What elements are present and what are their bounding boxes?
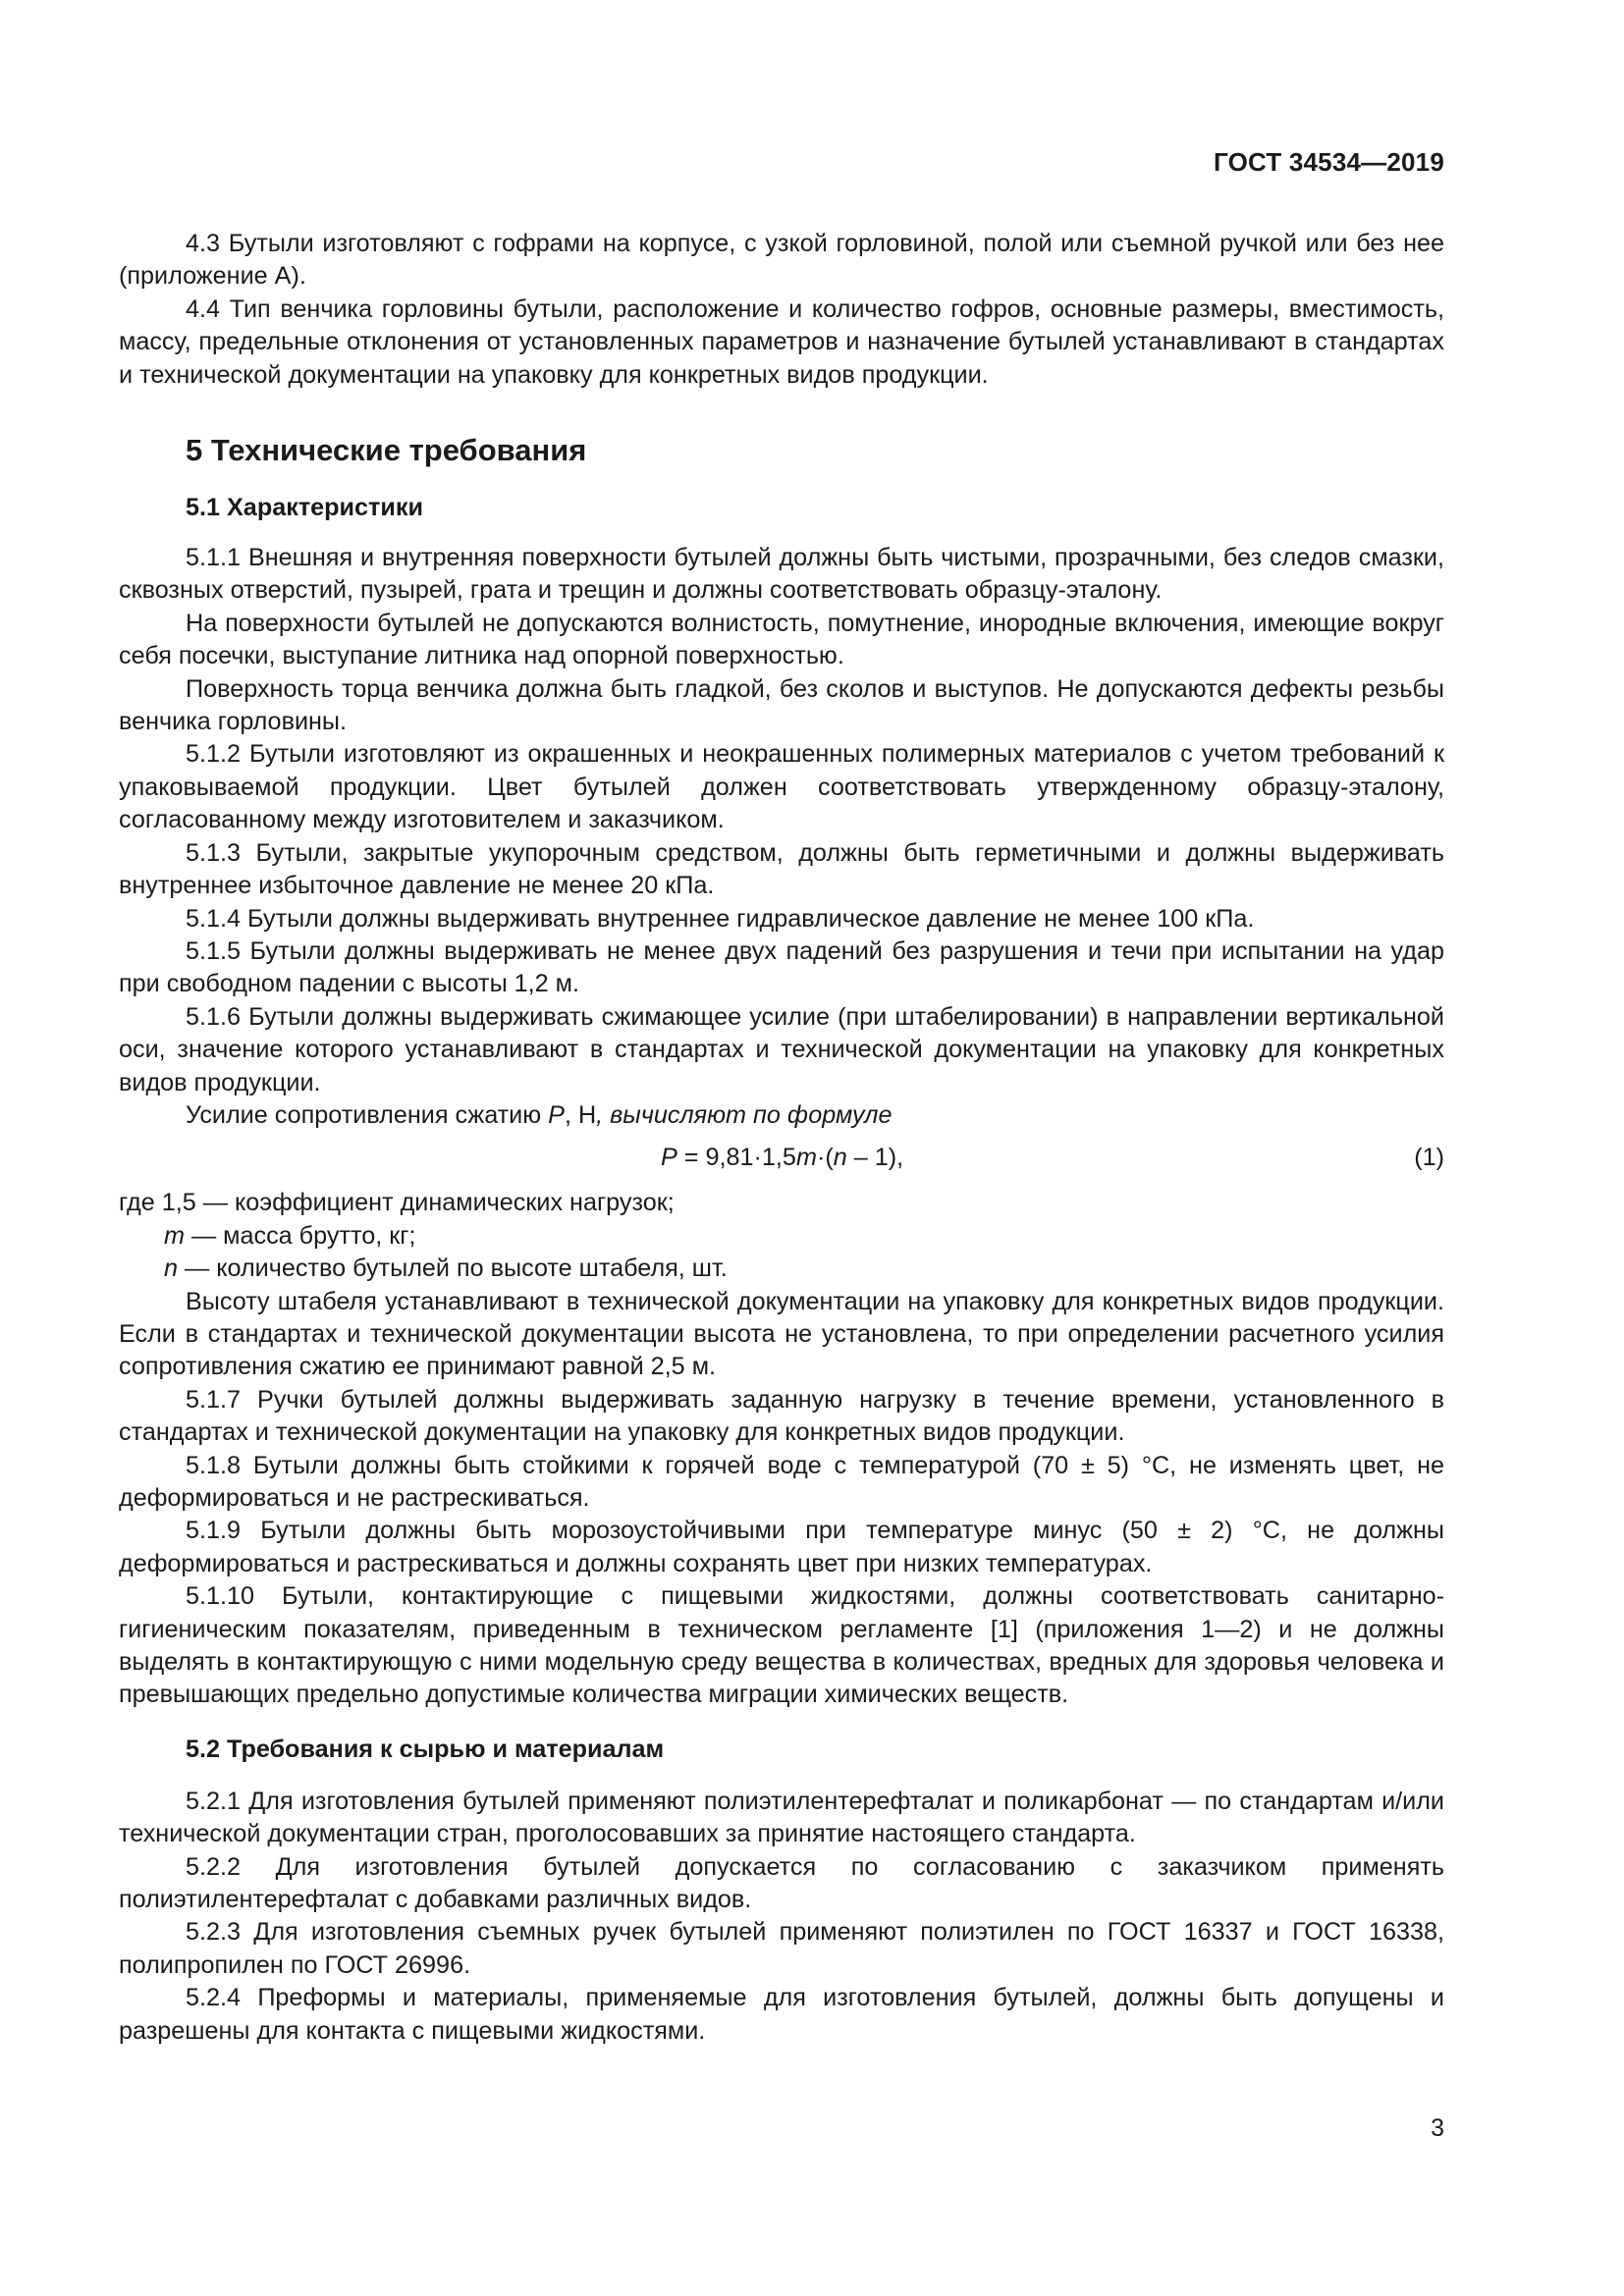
paragraph-5-2-1: 5.2.1 Для изготовления бутылей применяют полиэтилентерефталат и поликарбонат — по стандартам и/или технической документации стран, проголосовавших за принятие настоящего стандарта. (119, 1787, 1444, 1848)
formula-var-m: m (795, 1144, 817, 1172)
formula-var-p: P (661, 1144, 677, 1172)
formula-1 (119, 1142, 1444, 1175)
paragraph-surface-defects: На поверхности бутылей не допускаются волнистость, помутнение, инородные включения, имеющие вокруг себя посечки, выступание литника над опорной поверхностью. (119, 609, 1444, 670)
formula-intro-pre: Усилие сопротивления сжатию (186, 1100, 549, 1129)
where-text-n: — количество бутылей по высоте штабеля, шт. (178, 1255, 728, 1283)
paragraph-5-1-5: 5.1.5 Бутыли должны выдерживать не менее двух падений без разрушения и течи при испытании на удар при свободном падении с высоты 1,2 м. (119, 936, 1444, 998)
paragraph-5-1-10: 5.1.10 Бутыли, контактирующие с пищевыми жидкостями, должны соответствовать санитарно-гигиеническим показателям, приведенным в техническом регламенте [1] (приложения 1—2) и не должны выделять в контактирующую с ними модельную среду вещества в количествах, вредных для здоровья человека и превышающих предельно допустимые количества миграции химических веществ. (119, 1582, 1444, 1709)
where-line-count (119, 1253, 1444, 1285)
paragraph-5-2-2: 5.2.2 Для изготовления бутылей допускается по согласованию с заказчиком применять полиэтилентерефталат с добавками различных видов. (119, 1852, 1444, 1914)
page-content (119, 228, 1444, 2048)
section-5-title: 5 Технические требования (186, 433, 587, 468)
where-var-n: n (164, 1255, 179, 1283)
paragraph-neck-finish: Поверхность торца венчика должна быть гладкой, без сколов и выступов. Не допускаются дефекты резьбы венчика горловины. (119, 674, 1444, 736)
paragraph-5-1-3: 5.1.3 Бутыли, закрытые укупорочным средством, должны быть герметичными и должны выдерживать внутреннее избыточное давление не менее 20 кПа. (119, 838, 1444, 900)
paragraph-5-1-1: 5.1.1 Внешняя и внутренняя поверхности бутылей должны быть чистыми, прозрачными, без следов смазки, сквозных отверстий, пузырей, грата и трещин и должны соответствовать образцу-эталону. (119, 544, 1444, 605)
paragraph-stack-height: Высоту штабеля устанавливают в технической документации на упаковку для конкретных видов продукции. Если в стандартах и технической документации высота не установлена, то при определении расчетного усилия сопротивления сжатию ее принимают равной 2,5 м. (119, 1287, 1444, 1381)
formula-expression (661, 1142, 903, 1174)
paragraph-5-2-3: 5.2.3 Для изготовления съемных ручек бутылей применяют полиэтилен по ГОСТ 16337 и ГОСТ 16338, полипропилен по ГОСТ 26996. (119, 1918, 1444, 1979)
formula-var-n: n (833, 1144, 847, 1172)
subsection-5-2-title: 5.2 Требования к сырью и материалам (186, 1735, 665, 1763)
paragraph-formula-intro (119, 1099, 1444, 1132)
where-line-coefficient: где 1,5 — коэффициент динамических нагрузок; (119, 1189, 675, 1217)
formula-number: (1) (1414, 1144, 1444, 1172)
formula-intro-var-p: P (548, 1100, 565, 1129)
formula-part1: = 9,81·1,5 (677, 1144, 796, 1172)
formula-part2: ·( (816, 1144, 834, 1172)
paragraph-5-2-4: 5.2.4 Преформы и материалы, применяемые для изготовления бутылей, должны быть допущены и разрешены для контакта с пищевыми жидкостями. (119, 1984, 1444, 2045)
paragraph-5-1-2: 5.1.2 Бутыли изготовляют из окрашенных и неокрашенных полимерных материалов с учетом требований к упаковываемой продукции. Цвет бутылей должен соответствовать утвержденному образцу-эталону, согласованному между изготовителем и заказчиком. (119, 740, 1444, 834)
paragraph-5-1-9: 5.1.9 Бутыли должны быть морозоустойчивыми при температуре минус (50 ± 2) °С, не должны деформироваться и растрескиваться и должны сохранять цвет при низких температурах. (119, 1517, 1444, 1577)
where-var-m: m (164, 1221, 185, 1250)
standard-header: ГОСТ 34534—2019 (1214, 147, 1444, 177)
paragraph-5-1-8: 5.1.8 Бутыли должны быть стойкими к горячей воде с температурой (70 ± 5) °С, не изменять цвет, не деформироваться и не растрескиваться. (119, 1451, 1444, 1512)
paragraph-4-4: 4.4 Тип венчика горловины бутыли, расположение и количество гофров, основные размеры, вместимость, массу, предельные отклонения от установленных параметров и назначение бутылей устанавливают в стандартах и технической документации на упаковку для конкретных видов продукции. (119, 294, 1444, 389)
formula-intro-unit: , Н (564, 1100, 597, 1129)
where-line-mass (119, 1220, 1444, 1253)
paragraph-5-1-7: 5.1.7 Ручки бутылей должны выдерживать заданную нагрузку в течение времени, установленного в стандартах и технической документации на упаковку для конкретных видов продукции. (119, 1385, 1444, 1447)
paragraph-5-1-6: 5.1.6 Бутыли должны выдерживать сжимающее усилие (при штабелировании) в направлении вертикальной оси, значение которого устанавливают в стандартах и технической документации на упаковку для конкретных видов продукции. (119, 1002, 1444, 1096)
paragraph-4-3: 4.3 Бутыли изготовляют с гофрами на корпусе, с узкой горловиной, полой или съемной ручкой или без нее (приложение А). (119, 230, 1444, 291)
where-text-m: — масса брутто, кг; (184, 1221, 416, 1250)
subsection-5-1-title: 5.1 Характеристики (186, 494, 423, 522)
formula-intro-post: , вычисляют по формуле (596, 1100, 893, 1129)
formula-part3: – 1), (846, 1144, 904, 1172)
paragraph-5-1-4: 5.1.4 Бутыли должны выдерживать внутреннее гидравлическое давление не менее 100 кПа. (186, 904, 1255, 933)
page-number: 3 (1431, 2114, 1444, 2142)
